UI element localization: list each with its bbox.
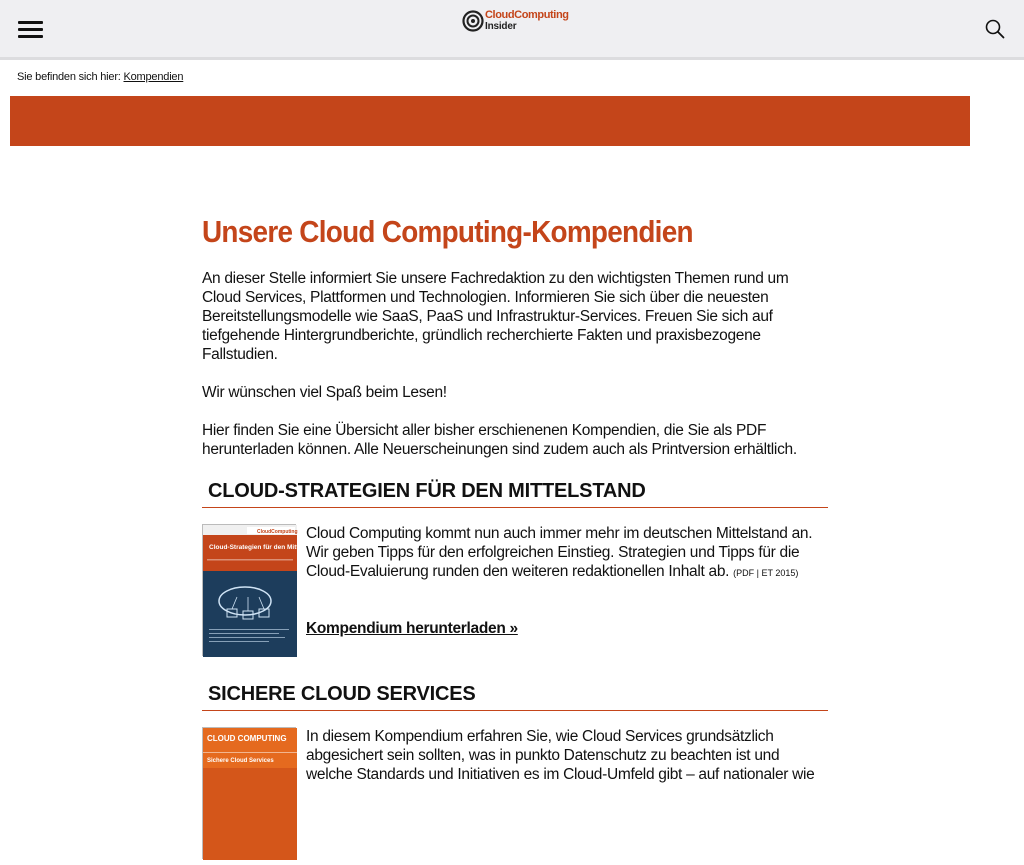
compendium-cover[interactable]: [202, 524, 322, 656]
download-compendium-link[interactable]: Kompendium herunterladen »: [306, 620, 518, 637]
intro-paragraph: Hier finden Sie eine Übersicht aller bisher erschienenen Kompendien, die Sie als PDF herunterladen können. Alle Neuerscheinungen sind zudem auch als Printversion erhältlich.: [202, 422, 797, 458]
compendium-section: [202, 479, 828, 654]
section-meta: (PDF | ET 2015): [733, 568, 799, 578]
section-body: [202, 524, 828, 654]
page-title: Unsere Cloud Computing-Kompendien: [202, 214, 693, 249]
cover-title: Cloud-Strategien für den Mittelstand: [209, 544, 322, 551]
breadcrumb-link-kompendien[interactable]: Kompendien: [123, 71, 184, 83]
section-body: [202, 727, 828, 857]
breadcrumb-prefix: Sie befinden sich hier:: [17, 71, 121, 83]
cover-brand: CLOUD COMPUTING: [207, 734, 287, 743]
compendium-cover[interactable]: [202, 727, 296, 859]
section-text: In diesem Kompendium erfahren Sie, wie Cloud Services grundsätzlich abgesichert sein sollten, was in punkto Datenschutz zu beachten ist und welche Standards und Initiativen es im Cloud-Umfeld gibt – auf nationaler wie: [306, 728, 815, 783]
cover-title: Sichere Cloud Services: [207, 758, 274, 764]
cover-image: [203, 525, 322, 657]
site-header: [0, 0, 1024, 60]
menu-icon[interactable]: [18, 21, 43, 39]
site-logo[interactable]: [462, 9, 572, 35]
compendium-section: [202, 682, 828, 857]
section-description: [306, 524, 828, 583]
search-icon[interactable]: [984, 18, 1006, 40]
breadcrumb: [17, 71, 183, 83]
section-description: [306, 727, 828, 784]
intro-paragraph: Wir wünschen viel Spaß beim Lesen!: [202, 384, 447, 401]
section-title: CLOUD-STRATEGIEN FÜR DEN MITTELSTAND: [202, 479, 828, 508]
cover-image: [203, 728, 297, 860]
logo-text: CloudComputing: [485, 9, 569, 21]
section-title: SICHERE CLOUD SERVICES: [202, 682, 828, 711]
main-content: [202, 212, 828, 857]
section-text: Cloud Computing kommt nun auch immer mehr im deutschen Mittelstand an. Wir geben Tipps für den erfolgreichen Einstieg. Strategien und Tipps für die Cloud-Evaluierung runden den weiteren redaktionellen Inhalt ab.: [306, 525, 813, 580]
logo-subtext: Insider: [485, 21, 517, 32]
intro-text: [202, 269, 828, 459]
cover-brand: CloudComputing: [257, 529, 298, 535]
logo-ring-icon: [462, 10, 484, 32]
ad-banner: [10, 96, 970, 146]
intro-paragraph: An dieser Stelle informiert Sie unsere Fachredaktion zu den wichtigsten Themen rund um Cloud Services, Plattformen und Technologien. Informieren Sie sich über die neuesten Bereitstellungsmodelle wie SaaS, PaaS und Infrastruktur-Services. Freuen Sie sich auf tiefgehende Hintergrundberichte, gründlich recherchierte Fakten und praxisbezogene Fallstudien.: [202, 270, 789, 363]
